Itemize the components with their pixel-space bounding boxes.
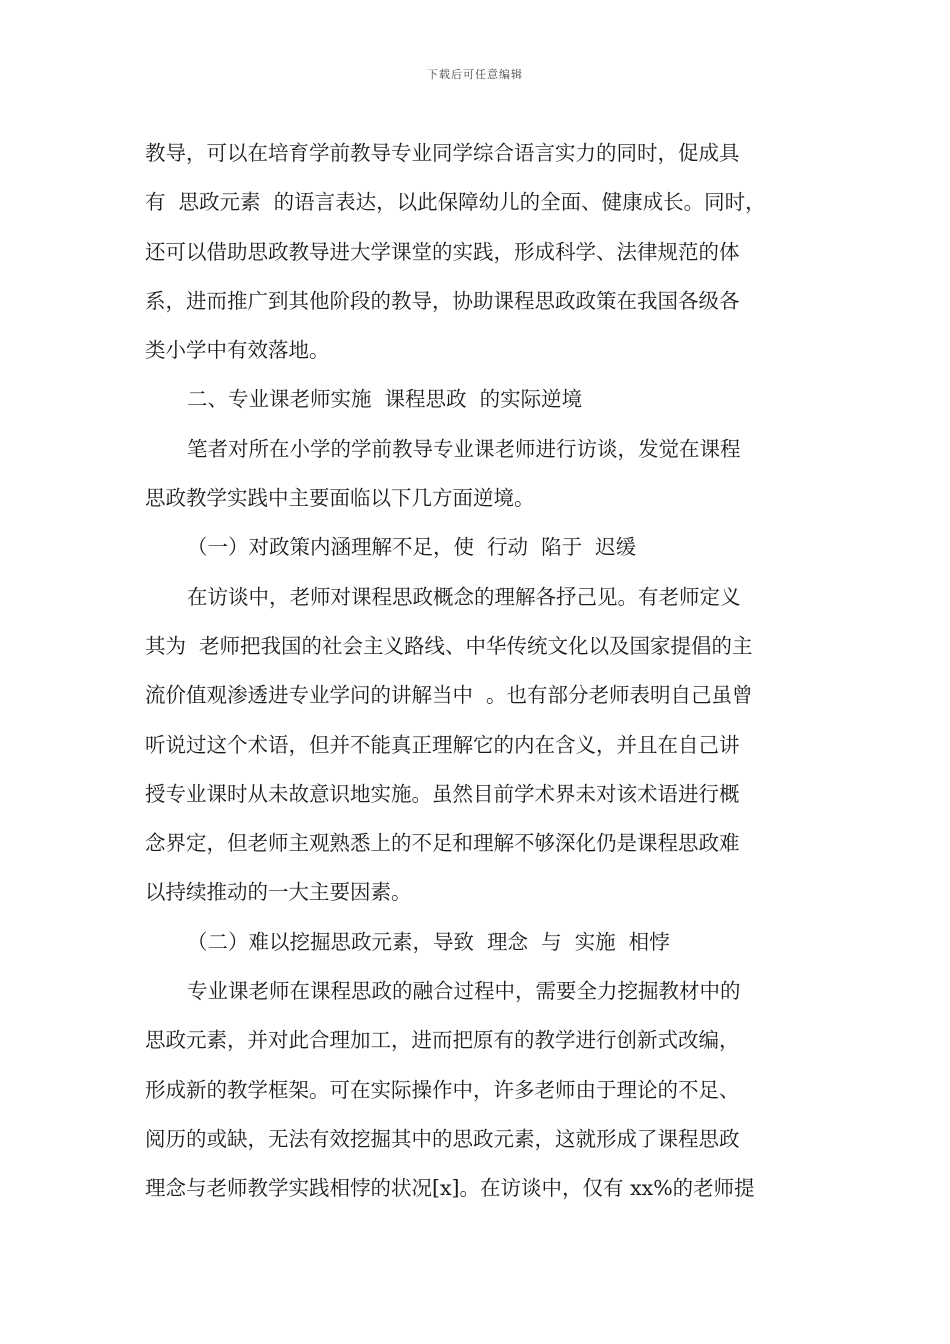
text-line: 听说过这个术语，但并不能真正理解它的内在含义，并且在自己讲 (145, 732, 740, 757)
text-line: 以持续推动的一大主要因素。 (145, 880, 412, 905)
text-line: 思政元素，并对此合理加工，进而把原有的教学进行创新式改编， (145, 1028, 740, 1053)
document-body (145, 129, 835, 1214)
text-line: 授专业课时从未故意识地实施。虽然目前学术界未对该术语进行概 (145, 781, 740, 806)
page-header: 下载后可任意编辑 (427, 68, 523, 81)
text-line: 系，进而推广到其他阶段的教导，协助课程思政政策在我国各级各 (145, 288, 740, 313)
text-line: 流价值观渗透进专业学问的讲解当中 。也有部分老师表明自己虽曾 (145, 683, 753, 708)
subsection-heading: （一）对政策内涵理解不足，使 行动 陷于 迟缓 (187, 535, 637, 560)
text-line: 思政教学实践中主要面临以下几方面逆境。 (145, 486, 535, 511)
text-line: 还可以借助思政教导进大学课堂的实践，形成科学、法律规范的体 (145, 239, 740, 264)
text-line: 阅历的或缺，无法有效挖掘其中的思政元素，这就形成了课程思政 (145, 1126, 740, 1151)
text-line: 其为 老师把我国的社会主义路线、中华传统文化以及国家提倡的主 (145, 633, 753, 658)
subsection-heading: （二）难以挖掘思政元素，导致 理念 与 实施 相悖 (187, 929, 670, 954)
text-line: 笔者对所在小学的学前教导专业课老师进行访谈，发觉在课程 (187, 436, 741, 461)
section-heading: 二、专业课老师实施 课程思政 的实际逆境 (187, 387, 583, 412)
text-line: 专业课老师在课程思政的融合过程中，需要全力挖掘教材中的 (187, 979, 741, 1004)
text-line: 在访谈中，老师对课程思政概念的理解各抒己见。有老师定义 (187, 584, 741, 609)
text-line: 理念与老师教学实践相悖的状况[x]。在访谈中，仅有 xx%的老师提 (145, 1176, 755, 1201)
text-line: 有 思政元素 的语言表达，以此保障幼儿的全面、健康成长。同时， (145, 190, 766, 215)
text-line: 念界定，但老师主观熟悉上的不足和理解不够深化仍是课程思政难 (145, 831, 740, 856)
text-line: 形成新的教学框架。可在实际操作中，许多老师由于理论的不足、 (145, 1077, 740, 1102)
text-line: 教导，可以在培育学前教导专业同学综合语言实力的同时，促成具 (145, 141, 740, 165)
text-line: 类小学中有效落地。 (145, 338, 330, 363)
